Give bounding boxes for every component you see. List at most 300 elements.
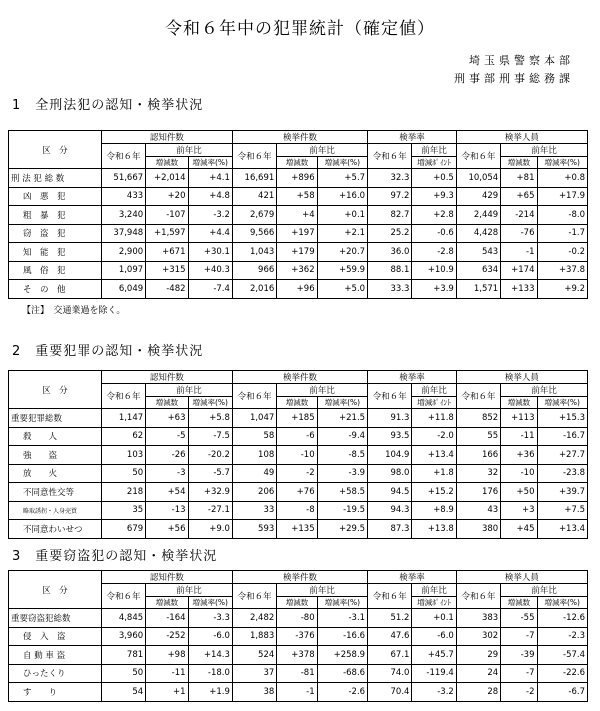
table-cell: +5.8 [188,409,232,428]
table-cell: +20 [146,187,188,206]
table-cell: -3.1 [317,609,367,628]
table-cell: +96 [277,280,317,299]
header-ninchi: 認知件数 [101,571,232,584]
row-label: 窃 盗 犯 [9,224,102,243]
table-cell: 29 [456,646,500,665]
table-cell: +2.1 [317,224,367,243]
table-cell: +15.2 [412,483,456,502]
table-row [9,224,588,243]
table-cell: +21.5 [317,409,367,428]
table-cell: +896 [277,169,317,188]
table-cell: 25.2 [368,224,412,243]
table-cell: 82.7 [368,206,412,225]
table-cell: 24 [456,664,500,683]
table-cell: 852 [456,409,500,428]
table-cell: +13.4 [537,520,588,539]
table-cell: -5.7 [188,464,232,483]
header-jinin: 検挙人員 [456,131,587,144]
header-r6: 令和６年 [368,584,412,609]
table-cell: +0.5 [412,169,456,188]
header-zougen: 増減数 [146,157,188,169]
table-cell: -7.4 [188,280,232,299]
table-cell: +7.5 [537,501,588,520]
table-cell: 302 [456,627,500,646]
header-zougen-point: 増減ﾎﾟｲﾝﾄ [412,397,456,409]
header-zougenritsu: 増減率(%) [537,397,588,409]
table-cell: -16.7 [537,427,588,446]
table-cell: 94.5 [368,483,412,502]
header-r6: 令和６年 [232,584,276,609]
table-cell: 51,667 [101,169,145,188]
header-zougen: 増減数 [501,157,537,169]
table-cell: 49 [232,464,276,483]
table-cell: +4.1 [188,169,232,188]
table-row [9,409,588,428]
header-kenkyoritsu: 検挙率 [368,571,457,584]
section-heading: 1 全刑法犯の認知・検挙状況 [12,98,204,113]
table-cell: 51.2 [368,609,412,628]
row-label: 風 俗 犯 [9,261,102,280]
header-kubun: 区 分 [9,131,102,169]
table-cell: 97.2 [368,187,412,206]
table-cell: 87.3 [368,520,412,539]
table-cell: -7 [501,627,537,646]
table-cell: 166 [456,446,500,465]
header-ninchi: 認知件数 [101,131,232,144]
table-cell: -164 [146,609,188,628]
table-cell: -27.1 [188,501,232,520]
table-cell: 50 [101,664,145,683]
table-cell: +2.8 [412,206,456,225]
header-zennen: 前年比 [277,144,368,157]
table-cell: 47.6 [368,627,412,646]
table-cell: 37,948 [101,224,145,243]
row-label: 不同意わいせつ [9,520,102,539]
header-zennen: 前年比 [412,144,456,157]
table-cell: +4.8 [188,187,232,206]
table-cell: 383 [456,609,500,628]
header-zennen: 前年比 [277,584,368,597]
table-cell: -6.0 [412,627,456,646]
table-cell: +4.4 [188,224,232,243]
header-kubun: 区 分 [9,571,102,609]
table-cell: +9.3 [412,187,456,206]
header-kenkyo: 検挙件数 [232,571,367,584]
table-cell: +9.0 [188,520,232,539]
row-label: 重要窃盗犯総数 [9,609,102,628]
table-cell: +113 [501,409,537,428]
table-cell: +15.3 [537,409,588,428]
table-cell: +174 [501,261,537,280]
header-zennen: 前年比 [501,144,588,157]
table-cell: +27.7 [537,446,588,465]
table-cell: -8.5 [317,446,367,465]
row-label: 粗 暴 犯 [9,206,102,225]
table-cell: +45 [501,520,537,539]
table-cell: +11.8 [412,409,456,428]
table-cell: 3,960 [101,627,145,646]
header-zougenritsu: 増減率(%) [317,597,367,609]
table-row [9,427,588,446]
table-cell: +32.9 [188,483,232,502]
header-kenkyoritsu: 検挙率 [368,371,457,384]
table-cell: 108 [232,446,276,465]
table-cell: 88.1 [368,261,412,280]
section-heading: 3 重要窃盗犯の認知・検挙状況 [12,549,218,564]
table-cell: 634 [456,261,500,280]
table-cell: 3,240 [101,206,145,225]
table-cell: -22.6 [537,664,588,683]
table-cell: -6 [277,427,317,446]
table-cell: 2,016 [232,280,276,299]
header-zougen: 増減数 [277,157,317,169]
header-kenkyo: 検挙件数 [232,131,367,144]
table-cell: -0.2 [537,243,588,262]
table-cell: +14.3 [188,646,232,665]
table-cell: +17.9 [537,187,588,206]
header-r6: 令和６年 [368,384,412,409]
table-cell: 62 [101,427,145,446]
table-cell: 36.0 [368,243,412,262]
row-label: 強 盗 [9,446,102,465]
table-cell: +1,597 [146,224,188,243]
table-cell: +258.9 [317,646,367,665]
table-cell: +8.9 [412,501,456,520]
table-cell: -76 [501,224,537,243]
table-cell: -2.6 [317,683,367,702]
table-cell: 93.5 [368,427,412,446]
table-cell: 679 [101,520,145,539]
section-heading: 2 重要犯罪の認知・検挙状況 [12,344,204,359]
table-cell: +20.7 [317,243,367,262]
header-zennen: 前年比 [501,384,588,397]
table-cell: -68.6 [317,664,367,683]
header-zougenritsu: 増減率(%) [188,597,232,609]
table-cell: 524 [232,646,276,665]
table-cell: -2.0 [412,427,456,446]
header-kenkyoritsu: 検挙率 [368,131,457,144]
header-zougen: 増減数 [501,597,537,609]
table-cell: -10 [277,446,317,465]
table-cell: +2,014 [146,169,188,188]
table-cell: +133 [501,280,537,299]
table-cell: +40.3 [188,261,232,280]
table-cell: -18.0 [188,664,232,683]
table-cell: +10.9 [412,261,456,280]
table-cell: +98 [146,646,188,665]
row-label: 凶 悪 犯 [9,187,102,206]
org-name: 埼玉県警察本部 [469,54,574,67]
table-cell: +362 [277,261,317,280]
header-zennen: 前年比 [146,144,233,157]
table-row [9,464,588,483]
table-cell: -3.9 [317,464,367,483]
table-row [9,483,588,502]
table-row [9,243,588,262]
table-cell: 206 [232,483,276,502]
table-cell: 1,571 [456,280,500,299]
header-zougenritsu: 増減率(%) [317,397,367,409]
row-label: 殺 人 [9,427,102,446]
table-cell: 33 [232,501,276,520]
table-cell: +5.7 [317,169,367,188]
table-cell: -11 [146,664,188,683]
header-r6: 令和６年 [456,584,500,609]
row-label: 刑 法 犯 総 数 [9,169,102,188]
table-cell: -1 [501,243,537,262]
header-r6: 令和６年 [232,384,276,409]
table-cell: -3.2 [412,683,456,702]
table-cell: -8 [277,501,317,520]
table-row [9,169,588,188]
header-zennen: 前年比 [277,384,368,397]
table-cell: 37 [232,664,276,683]
table-cell: -214 [501,206,537,225]
header-r6: 令和６年 [368,144,412,169]
table-cell: 781 [101,646,145,665]
row-label: す り [9,683,102,702]
header-zennen: 前年比 [412,584,456,597]
table-cell: 1,043 [232,243,276,262]
table-cell: -2 [501,683,537,702]
table-cell: -119.4 [412,664,456,683]
table-cell: 58 [232,427,276,446]
header-zougen: 増減数 [277,397,317,409]
table-cell: -107 [146,206,188,225]
table-cell: -3.3 [188,609,232,628]
table-cell: +197 [277,224,317,243]
row-label: 略取誘拐・人身売買 [9,501,102,520]
table-cell: +30.1 [188,243,232,262]
table-cell: 2,679 [232,206,276,225]
header-zougen: 増減数 [277,597,317,609]
stats-table [8,130,588,299]
table-cell: -7.5 [188,427,232,446]
table-cell: -1 [277,683,317,702]
table-cell: -5 [146,427,188,446]
table-cell: -8.0 [537,206,588,225]
table-cell: 33.3 [368,280,412,299]
table-cell: 429 [456,187,500,206]
table-cell: +65 [501,187,537,206]
table-cell: -9.4 [317,427,367,446]
header-zougen: 増減数 [146,397,188,409]
table-cell: +135 [277,520,317,539]
table-cell: +37.8 [537,261,588,280]
table-cell: +59.9 [317,261,367,280]
table-cell: 74.0 [368,664,412,683]
table-cell: +13.8 [412,520,456,539]
table-cell: +671 [146,243,188,262]
table-cell: +179 [277,243,317,262]
header-zennen: 前年比 [501,584,588,597]
table-cell: -1.7 [537,224,588,243]
table-row [9,683,588,702]
header-zougenritsu: 増減率(%) [537,157,588,169]
row-label: 知 能 犯 [9,243,102,262]
table-cell: +36 [501,446,537,465]
table-cell: +29.5 [317,520,367,539]
header-zougen-point: 増減ﾎﾟｲﾝﾄ [412,597,456,609]
table-cell: 54 [101,683,145,702]
table-cell: +39.7 [537,483,588,502]
table-cell: 16,691 [232,169,276,188]
table-cell: 421 [232,187,276,206]
table-cell: +58 [277,187,317,206]
org-division: 刑事部刑事総務課 [454,72,574,85]
table-cell: 38 [232,683,276,702]
table-cell: 1,147 [101,409,145,428]
header-zennen: 前年比 [412,384,456,397]
table-cell: 28 [456,683,500,702]
table-cell: +16.0 [317,187,367,206]
table-row [9,261,588,280]
header-r6: 令和６年 [456,384,500,409]
table-cell: -3 [146,464,188,483]
table-row [9,609,588,628]
table-row [9,501,588,520]
table-cell: 32.3 [368,169,412,188]
table-row [9,206,588,225]
stats-table [8,370,588,539]
header-jinin: 検挙人員 [456,571,587,584]
table-cell: 9,566 [232,224,276,243]
header-zennen: 前年比 [146,384,233,397]
header-kenkyo: 検挙件数 [232,371,367,384]
row-label: ひったくり [9,664,102,683]
table-cell: 1,047 [232,409,276,428]
table-row [9,627,588,646]
header-zougen-point: 増減ﾎﾟｲﾝﾄ [412,157,456,169]
table-cell: 176 [456,483,500,502]
table-cell: +4 [277,206,317,225]
table-cell: +315 [146,261,188,280]
stats-table [8,570,588,702]
table-cell: 380 [456,520,500,539]
table-cell: +3.9 [412,280,456,299]
table-cell: -376 [277,627,317,646]
table-cell: 966 [232,261,276,280]
row-label: 放 火 [9,464,102,483]
table-cell: 1,883 [232,627,276,646]
table-cell: 70.4 [368,683,412,702]
table-cell: +0.1 [412,609,456,628]
header-jinin: 検挙人員 [456,371,587,384]
table-cell: 55 [456,427,500,446]
table-cell: +9.2 [537,280,588,299]
table-cell: -80 [277,609,317,628]
table-row [9,280,588,299]
table-row [9,187,588,206]
table-cell: -13 [146,501,188,520]
table-cell: -2.3 [537,627,588,646]
header-zougenritsu: 増減率(%) [188,397,232,409]
table-cell: +5.0 [317,280,367,299]
table-cell: 91.3 [368,409,412,428]
header-ninchi: 認知件数 [101,371,232,384]
table-cell: -10 [501,464,537,483]
table-cell: +54 [146,483,188,502]
table-cell: +13.4 [412,446,456,465]
table-cell: 6,049 [101,280,145,299]
table-cell: 1,097 [101,261,145,280]
table-cell: 35 [101,501,145,520]
table-row [9,646,588,665]
table-cell: 98.0 [368,464,412,483]
table-cell: 10,054 [456,169,500,188]
table-cell: -81 [277,664,317,683]
table-cell: +58.5 [317,483,367,502]
table-cell: -11 [501,427,537,446]
table-cell: 2,482 [232,609,276,628]
table-cell: +56 [146,520,188,539]
table-cell: +0.8 [537,169,588,188]
table-cell: +3 [501,501,537,520]
table-cell: 2,900 [101,243,145,262]
header-zennen: 前年比 [146,584,233,597]
table-cell: +45.7 [412,646,456,665]
table-cell: +185 [277,409,317,428]
table-cell: 50 [101,464,145,483]
table-cell: -7 [501,664,537,683]
table-cell: 218 [101,483,145,502]
table-cell: -252 [146,627,188,646]
table-cell: 4,845 [101,609,145,628]
table-cell: 433 [101,187,145,206]
table-cell: 43 [456,501,500,520]
table-cell: 2,449 [456,206,500,225]
table-cell: -2 [277,464,317,483]
table-cell: -16.6 [317,627,367,646]
table-cell: -482 [146,280,188,299]
page-title: 令和６年中の犯罪統計（確定値） [165,19,435,39]
table-cell: +81 [501,169,537,188]
table-cell: +1 [146,683,188,702]
table-cell: +50 [501,483,537,502]
table-cell: -19.5 [317,501,367,520]
table-cell: -6.7 [537,683,588,702]
table-row [9,664,588,683]
table-cell: +1.9 [188,683,232,702]
table-cell: 94.3 [368,501,412,520]
table-cell: -55 [501,609,537,628]
header-zougenritsu: 増減率(%) [188,157,232,169]
table-cell: 67.1 [368,646,412,665]
row-label: 重要犯罪総数 [9,409,102,428]
table-cell: 32 [456,464,500,483]
table-row [9,446,588,465]
row-label: 自 動 車 盗 [9,646,102,665]
table-cell: -2.8 [412,243,456,262]
table-cell: 104.9 [368,446,412,465]
header-kubun: 区 分 [9,371,102,409]
table-cell: -20.2 [188,446,232,465]
header-zougen: 増減数 [501,397,537,409]
table-cell: +378 [277,646,317,665]
table-cell: -0.6 [412,224,456,243]
table-cell: +76 [277,483,317,502]
header-r6: 令和６年 [101,584,145,609]
table-note: 【注】 交通業過を除く。 [22,306,126,316]
header-r6: 令和６年 [456,144,500,169]
table-cell: +0.1 [317,206,367,225]
table-cell: -6.0 [188,627,232,646]
table-cell: 543 [456,243,500,262]
header-r6: 令和６年 [101,144,145,169]
row-label: 侵 入 盗 [9,627,102,646]
table-cell: 593 [232,520,276,539]
table-cell: 4,428 [456,224,500,243]
